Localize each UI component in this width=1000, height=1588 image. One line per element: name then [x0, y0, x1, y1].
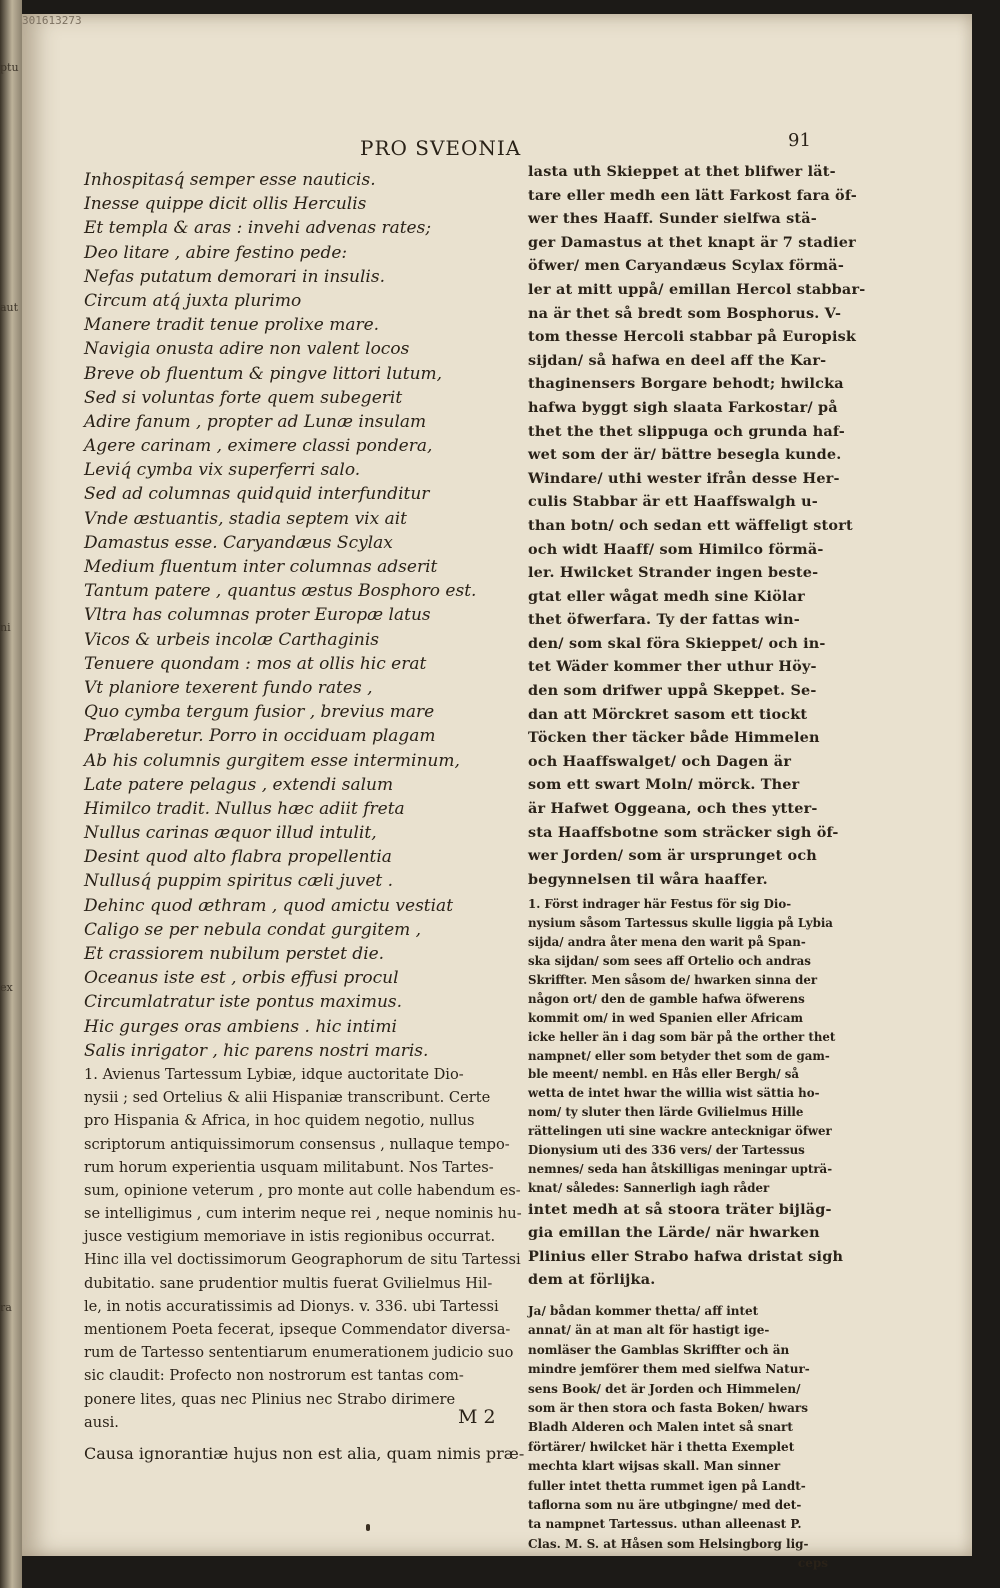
poem-line: Prælaberetur. Porro in occiduam plagam	[84, 726, 436, 747]
page-number: 91	[788, 130, 811, 151]
sw-line: dem at förlijka.	[528, 1271, 656, 1289]
archive-stamp: 301613273	[22, 14, 82, 27]
poem-line: Damastus esse. Caryandæus Scylax	[84, 532, 393, 553]
note-line: Hinc illa vel doctissimorum Geographorum de situ Tartessi	[84, 1251, 521, 1269]
note-line: ausi.	[84, 1413, 119, 1431]
poem-line: Breve ob fluentum & pingve littori lutum,	[84, 363, 443, 384]
ink-speck	[366, 1524, 370, 1531]
poem-line: Leviq́ cymba vix superferri salo.	[84, 460, 361, 481]
poem-line: Agere carinam , eximere classi pondera,	[84, 436, 433, 457]
sw-comment-line: nomläser the Gamblas Skriffter och än	[528, 1342, 790, 1357]
sw-comment-line: taflorna som nu äre utbgingne/ med det-	[528, 1497, 802, 1512]
bleed-text: ex	[0, 981, 13, 994]
sw-line: wer thes Haaff. Sunder sielfwa stä-	[528, 210, 817, 228]
note-line: le, in notis accuratissimis ad Dionys. v. 336. ubi Tartessi	[84, 1297, 499, 1315]
poem-line: Navigia onusta adire non valent locos	[84, 339, 410, 360]
sw-line: Plinius eller Strabo hafwa dristat sigh	[528, 1247, 844, 1265]
catchword: ceps	[797, 1556, 828, 1571]
sw-comment-line: förtärer/ hwilcket här i thetta Exemplet	[528, 1439, 795, 1454]
sw-line: sta Haaffsbotne som sträcker sigh öf-	[528, 823, 839, 841]
sw-comment-line: Bladh Alderen och Malen intet så snart	[528, 1420, 793, 1435]
poem-line: Circumlatratur iste pontus maximus.	[84, 992, 403, 1013]
sw-line: den som drifwer uppå Skeppet. Se-	[528, 682, 817, 700]
sw-line: lasta uth Skieppet at thet blifwer lät-	[528, 163, 836, 180]
bleed-text: ra	[0, 1301, 12, 1314]
poem-line: Inesse quippe dicit ollis Herculis	[84, 194, 367, 215]
poem-line: Caligo se per nebula condat gurgitem ,	[84, 919, 422, 940]
poem-line: Sed ad columnas quidquid interfunditur	[84, 484, 430, 505]
note-line: nysii ; sed Ortelius & alii Hispaniæ transcribunt. Certe	[84, 1089, 491, 1107]
poem-block	[84, 168, 524, 1063]
note-line: sum, opinione veterum , pro monte aut colle habendum es-	[84, 1181, 521, 1199]
sw-note-line: ble meent/ nembl. en Hås eller Bergh/ så	[528, 1067, 800, 1082]
closing-line: Causa ignorantiæ hujus non est alia, quam nimis præ-	[84, 1443, 525, 1463]
sw-line: tom thesse Hercoli stabbar på Europisk	[528, 328, 857, 346]
poem-line: Vnde æstuantis, stadia septem vix ait	[84, 508, 408, 529]
sw-line: na är thet så bredt som Bosphorus. V-	[528, 304, 842, 322]
poem-line: Nefas putatum demorari in insulis.	[84, 266, 385, 287]
sw-note-line: 1. Först indrager här Festus för sig Dio-	[528, 897, 792, 912]
sw-line: gia emillan the Lärde/ när hwarken	[528, 1224, 820, 1242]
sw-line: öfwer/ men Caryandæus Scylax förmä-	[528, 257, 845, 275]
swedish-footnote	[528, 895, 836, 1197]
sw-note-line: Dionysium uti des 336 vers/ der Tartessus	[528, 1142, 805, 1157]
sw-line: thet öfwerfara. Ty der fattas win-	[528, 611, 800, 629]
poem-line: Tantum patere , quantus æstus Bosphoro est.	[84, 581, 477, 602]
sw-comment-line: mindre jemförer them med sielfwa Natur-	[528, 1362, 810, 1377]
poem-line: Salis inrigator , hic parens nostri maris.	[84, 1040, 429, 1061]
sw-line: tare eller medh een lätt Farkost fara öf-	[528, 186, 857, 204]
poem-line: Tenuere quondam : mos at ollis hic erat	[84, 653, 427, 674]
sw-line: ler. Hwilcket Strander ingen beste-	[528, 564, 819, 582]
swedish-commentary	[528, 1302, 828, 1573]
poem-line: Late patere pelagus , extendi salum	[84, 774, 394, 795]
latin-column	[84, 168, 524, 1467]
poem-line: Oceanus iste est , orbis effusi procul	[84, 968, 399, 989]
poem-line: Inhospitasq́ semper esse nauticis.	[84, 170, 376, 190]
sw-line: dan att Mörckret sasom ett tiockt	[528, 705, 808, 723]
sw-comment-line: mechta klart wijsas skall. Man sinner	[528, 1459, 781, 1474]
sw-note-line: ska sijdan/ som sees aff Ortelio och andras	[528, 954, 811, 969]
sw-note-line: nampnet/ eller som betyder thet som de gam-	[528, 1048, 830, 1063]
sw-note-line: nom/ ty sluter then lärde Gvilielmus Hille	[528, 1105, 804, 1120]
sw-line: ger Damastus at thet knapt är 7 stadier	[528, 233, 856, 251]
sw-line: gtat eller wågat medh sine Kiölar	[528, 587, 805, 605]
sw-note-line: wetta de intet hwar the willia wist sättia ho-	[528, 1086, 820, 1101]
poem-line: Circum atq́ juxta plurimo	[84, 290, 302, 311]
note-line: jusce vestigium memoriave in istis regionibus occurrat.	[84, 1228, 496, 1246]
note-line: mentionem Poeta fecerat, ipseque Commendator diversa-	[84, 1321, 511, 1338]
sw-comment-line: ta nampnet Tartessus. uthan alleenast P.	[528, 1517, 802, 1532]
sw-line: wet som der är/ bättre besegla kunde.	[528, 446, 842, 464]
swedish-footnote-end	[528, 1198, 844, 1292]
bleed-text: ptu	[0, 61, 19, 74]
adjacent-page-edge	[0, 0, 22, 1588]
sw-note-line: sijda/ andra åter mena den warit på Span-	[528, 935, 806, 950]
note-line: rum horum experientia usquam militabunt. Nos Tartes-	[84, 1158, 494, 1176]
sw-note-line: nemnes/ seda han åtskilligas meningar upträ-	[528, 1161, 833, 1176]
sw-line: thet the thet slippuga och grunda haf-	[528, 422, 845, 440]
sw-line: hafwa byggt sigh slaata Farkostar/ på	[528, 398, 838, 416]
note-line: rum de Tartesso sententiarum enumerationem judicio suo	[84, 1344, 514, 1362]
poem-line: Nullus carinas æquor illud intulit,	[84, 823, 377, 844]
poem-line: Nullusq́ puppim spiritus cæli juvet .	[84, 871, 394, 892]
poem-line: Adire fanum , propter ad Lunæ insulam	[84, 411, 427, 432]
note-line: se intelligimus , cum interim neque rei , neque nominis hu-	[84, 1205, 522, 1223]
note-line: 1. Avienus Tartessum Lybiæ, idque auctoritate Dio-	[84, 1065, 464, 1083]
sw-comment-line: som är then stora och fasta Boken/ hwars	[528, 1400, 808, 1415]
sw-line: som ett swart Moln/ mörck. Ther	[528, 776, 800, 794]
sw-comment-line: Ja/ bådan kommer thetta/ aff intet	[528, 1304, 759, 1319]
sw-note-line: kommit om/ in wed Spanien eller Africam	[528, 1010, 803, 1025]
running-title: PRO SVEONIA	[360, 136, 522, 160]
sw-line: sijdan/ så hafwa en deel aff the Kar-	[528, 351, 827, 369]
sw-line: intet medh at så stoora träter bijläg-	[528, 1200, 832, 1218]
note-line: scriptorum antiquissimorum consensus , nullaque tempo-	[84, 1135, 510, 1153]
poem-line: Vt planiore texerent fundo rates ,	[84, 677, 373, 698]
sw-line: thaginensers Borgare behodt; hwilcka	[528, 375, 844, 393]
sw-line: begynnelsen til wåra haaffer.	[528, 870, 768, 888]
poem-line: Et templa & aras : invehi advenas rates;	[84, 218, 432, 239]
note-line: ponere lites, quas nec Plinius nec Strabo dirimere	[84, 1390, 456, 1408]
poem-line: Ab his columnis gurgitem esse interminum,	[84, 750, 460, 771]
sw-comment-line: Clas. M. S. at Håsen som Helsingborg lig-	[528, 1536, 809, 1551]
sw-note-line: icke heller än i dag som bär på the orther thet	[528, 1029, 836, 1044]
sw-line: och Haaffswalget/ och Dagen är	[528, 752, 792, 770]
sw-line: wer Jorden/ som är ursprunget och	[528, 847, 817, 865]
sw-comment-line: annat/ än at man alt för hastigt ige-	[528, 1323, 770, 1338]
swedish-translation	[528, 160, 866, 891]
poem-line: Deo litare , abire festino pede:	[84, 242, 348, 263]
poem-line: Manere tradit tenue prolixe mare.	[84, 315, 380, 336]
sw-note-line: nysium såsom Tartessus skulle liggia på Lybia	[528, 916, 833, 931]
poem-line: Hic gurges oras ambiens . hic intimi	[84, 1016, 397, 1037]
sw-line: Windare/ uthi wester ifrån desse Her-	[528, 469, 840, 487]
poem-line: Himilco tradit. Nullus hæc adiit freta	[84, 798, 405, 819]
sw-line: than botn/ och sedan ett wäffeligt stort	[528, 516, 853, 534]
sw-note-line: knat/ således: Sannerligh iagh råder	[528, 1180, 770, 1195]
poem-line: Dehinc quod æthram , quod amictu vestiat	[84, 895, 454, 916]
sw-line: den/ som skal föra Skieppet/ och in-	[528, 634, 826, 652]
note-line: sic claudit: Profecto non nostrorum est tantas com-	[84, 1367, 464, 1385]
sw-comment-line: fuller intet thetta rummet igen på Landt-	[528, 1478, 806, 1493]
sw-note-line: rättelingen uti sine wackre antecknigar öfwer	[528, 1124, 832, 1139]
sw-line: tet Wäder kommer ther uthur Höy-	[528, 658, 817, 676]
bleed-text: ni	[0, 621, 11, 634]
sw-line: culis Stabbar är ett Haaffswalgh u-	[528, 493, 818, 511]
sw-comment-line: sens Book/ det är Jorden och Himmelen/	[528, 1381, 801, 1396]
poem-line: Desint quod alto flabra propellentia	[84, 847, 392, 868]
bleed-text: aut	[0, 301, 19, 314]
poem-line: Et crassiorem nubilum perstet die.	[84, 944, 385, 964]
sw-line: och widt Haaff/ som Himilco förmä-	[528, 540, 824, 558]
sw-note-line: någon ort/ den de gamble hafwa öfwerens	[528, 991, 805, 1006]
poem-line: Medium fluentum inter columnas adserit	[84, 557, 438, 577]
signature-mark: M 2	[458, 1406, 496, 1428]
swedish-column	[528, 160, 866, 1574]
poem-line: Quo cymba tergum fusior , brevius mare	[84, 702, 435, 723]
sw-note-line: Skriffter. Men såsom de/ hwarken sinna der	[528, 972, 818, 987]
note-line: pro Hispania & Africa, in hoc quidem negotio, nullus	[84, 1112, 475, 1130]
note-line: dubitatio. sane prudentior multis fuerat Gvilielmus Hil-	[84, 1274, 493, 1292]
sw-line: ler at mitt uppå/ emillan Hercol stabbar-	[528, 280, 866, 298]
sw-line: är Hafwet Oggeana, och thes ytter-	[528, 800, 818, 818]
sw-line: Töcken ther täcker både Himmelen	[528, 729, 820, 747]
closing-paragraph	[84, 1442, 524, 1467]
poem-line: Sed si voluntas forte quem subegerit	[84, 387, 403, 408]
latin-footnote	[84, 1063, 524, 1434]
poem-line: Vicos & urbeis incolæ Carthaginis	[84, 629, 379, 650]
poem-line: Vltra has columnas proter Europæ latus	[84, 605, 431, 626]
